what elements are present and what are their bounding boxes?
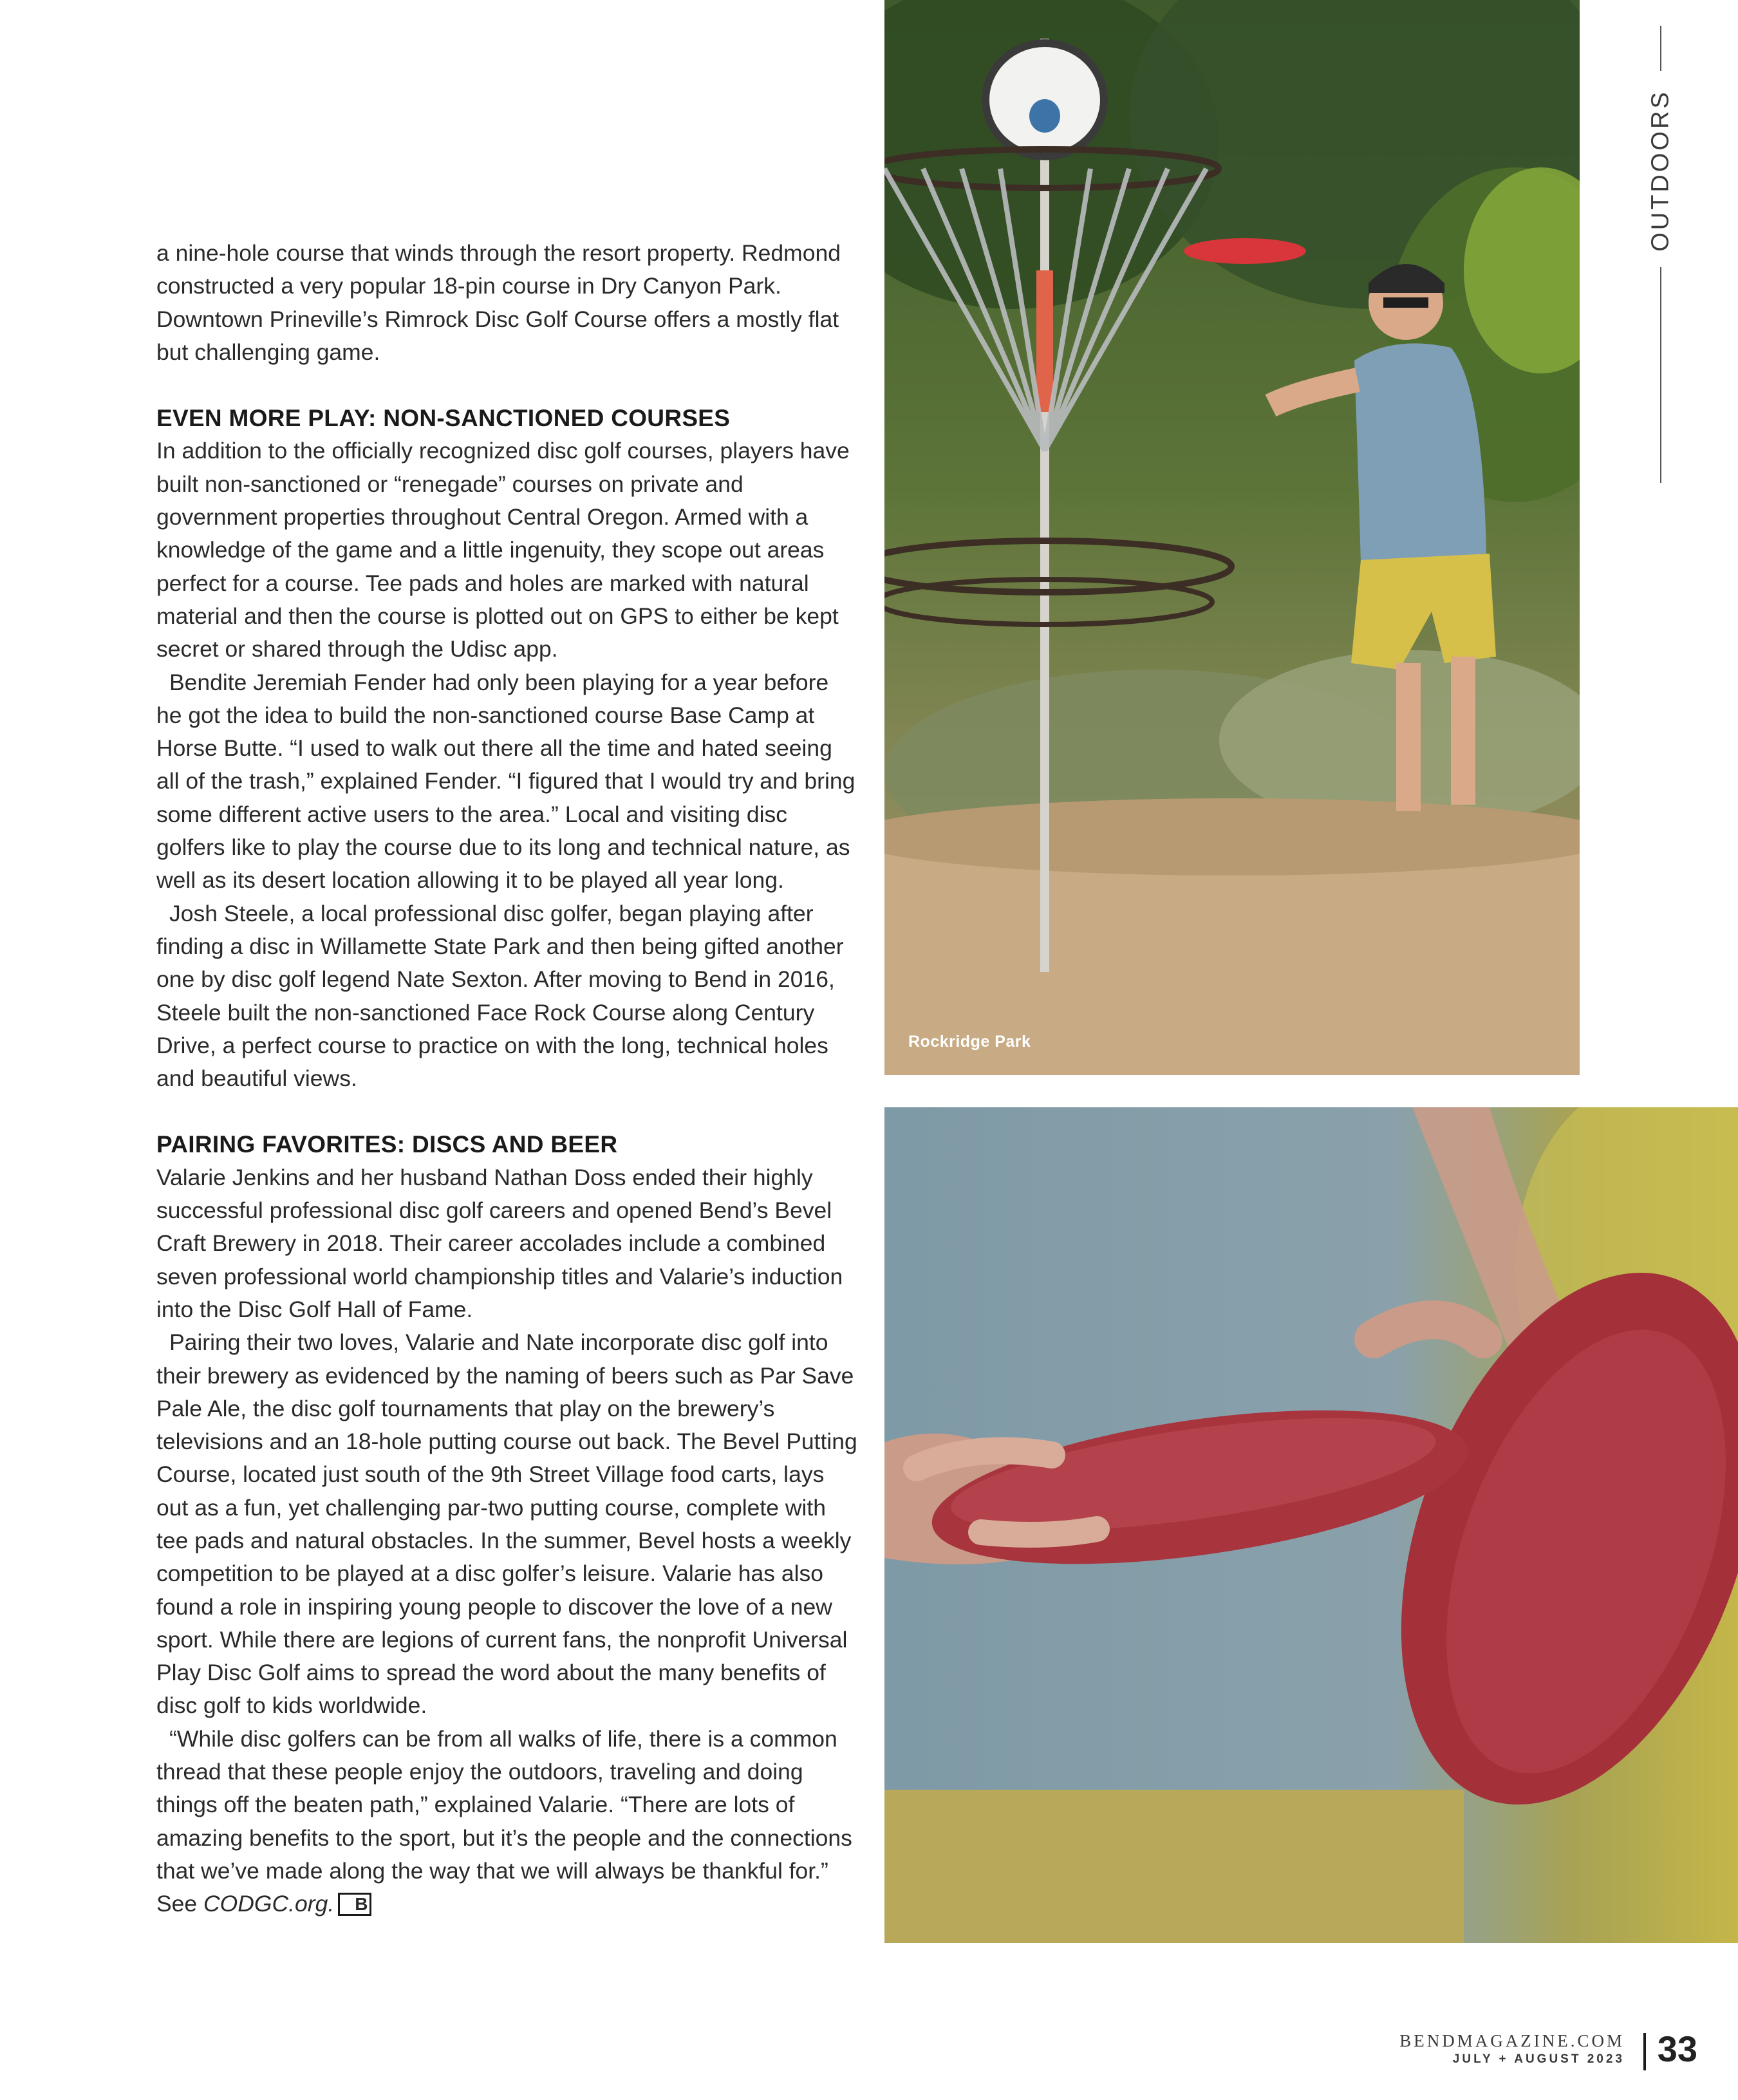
section-heading-discs-and-beer: PAIRING FAVORITES: DISCS AND BEER	[156, 1131, 618, 1158]
closing-text: “While disc golfers can be from all walks of life, there is a common thread that these people enjoy the outdoors, traveling and doing things off the beaten path,” explained Valarie. “There are lots of amazing benefits to the sport, but it’s the people and the connections that we’ve made along the way that we will always be thankful for.” See	[156, 1725, 852, 1917]
page-number: 33	[1657, 2029, 1697, 2069]
intro-paragraph: a nine-hole course that winds through the resort property. Redmond constructed a very popular 18-pin course in Dry Canyon Park. Downtown Prineville’s Rimrock Disc Golf Course offers a mostly flat but challenging game.	[156, 240, 841, 365]
article-body	[156, 237, 858, 1921]
footer-divider	[1643, 2033, 1646, 2070]
body-paragraph: Josh Steele, a local professional disc golfer, began playing after finding a disc in Willamette State Park and then being gifted another one by disc golf legend Nate Sexton. After moving to Bend in 2016, Steele built the non-sanctioned Face Rock Course along Century Drive, a perfect course to practice on with the long, technical holes and beautiful views.	[156, 900, 844, 1092]
section-rule-top	[1660, 26, 1661, 71]
section-rule-bottom	[1660, 267, 1661, 483]
photo-caption: Rockridge Park	[908, 1033, 1031, 1051]
section-tag	[1645, 26, 1677, 464]
page-footer	[1287, 2028, 1738, 2079]
body-paragraph: Pairing their two loves, Valarie and Nate incorporate disc golf into their brewery as evidenced by the naming of beers such as Par Save Pale Ale, the disc golf tournaments that play on the brewery’s televisions and an 18-hole putting course out back. The Bevel Putting Course, located just south of the 9th Street Village food carts, lays out as a fun, yet challenging par-two putting course, complete with tee pads and natural obstacles. In the summer, Bevel hosts a weekly competition to be played at a disc golfer’s leisure. Valarie has also found a role in inspiring young people to discover the love of a new sport. While there are legions of current fans, the nonprofit Universal Play Disc Golf aims to spread the word about the many benefits of disc golf to kids worldwide.	[156, 1329, 857, 1719]
closing-paragraph	[156, 1723, 858, 1921]
codgc-link[interactable]: CODGC.org.	[203, 1891, 335, 1917]
body-paragraph: Bendite Jeremiah Fender had only been playing for a year before he got the idea to build the non-sanctioned course Base Camp at Horse Butte. “I used to walk out there all the time and hated seeing all of the trash,” explained Fender. “I figured that I would try and bring some different active users to the area.” Local and visiting disc golfers like to play the course due to its long and technical nature, as well as its desert location allowing it to be played all year long.	[156, 669, 855, 894]
footer-site: BENDMAGAZINE.COM	[1399, 2031, 1625, 2050]
body-paragraph: Valarie Jenkins and her husband Nathan Doss ended their highly successful professional disc golf careers and opened Bend’s Bevel Craft Brewery in 2018. Their career accolades include a combined seven professional world championship titles and Valarie’s induction into the Disc Golf Hall of Fame.	[156, 1164, 843, 1322]
photo-hands-holding-discs	[884, 1107, 1738, 1943]
end-mark-icon: B	[338, 1893, 371, 1916]
section-label: OUTDOORS	[1647, 89, 1674, 252]
section-heading-non-sanctioned: EVEN MORE PLAY: NON-SANCTIONED COURSES	[156, 405, 731, 432]
footer-issue: JULY + AUGUST 2023	[1452, 2052, 1625, 2066]
photo-disc-golf-basket	[884, 0, 1580, 1075]
body-paragraph: In addition to the officially recognized disc golf courses, players have built non-sanctioned or “renegade” courses on private and government properties throughout Central Oregon. Armed with a knowledge of the game and a little ingenuity, they scope out areas perfect for a course. Tee pads and holes are marked with natural material and then the course is plotted out on GPS to either be kept secret or shared through the Udisc app.	[156, 438, 850, 662]
